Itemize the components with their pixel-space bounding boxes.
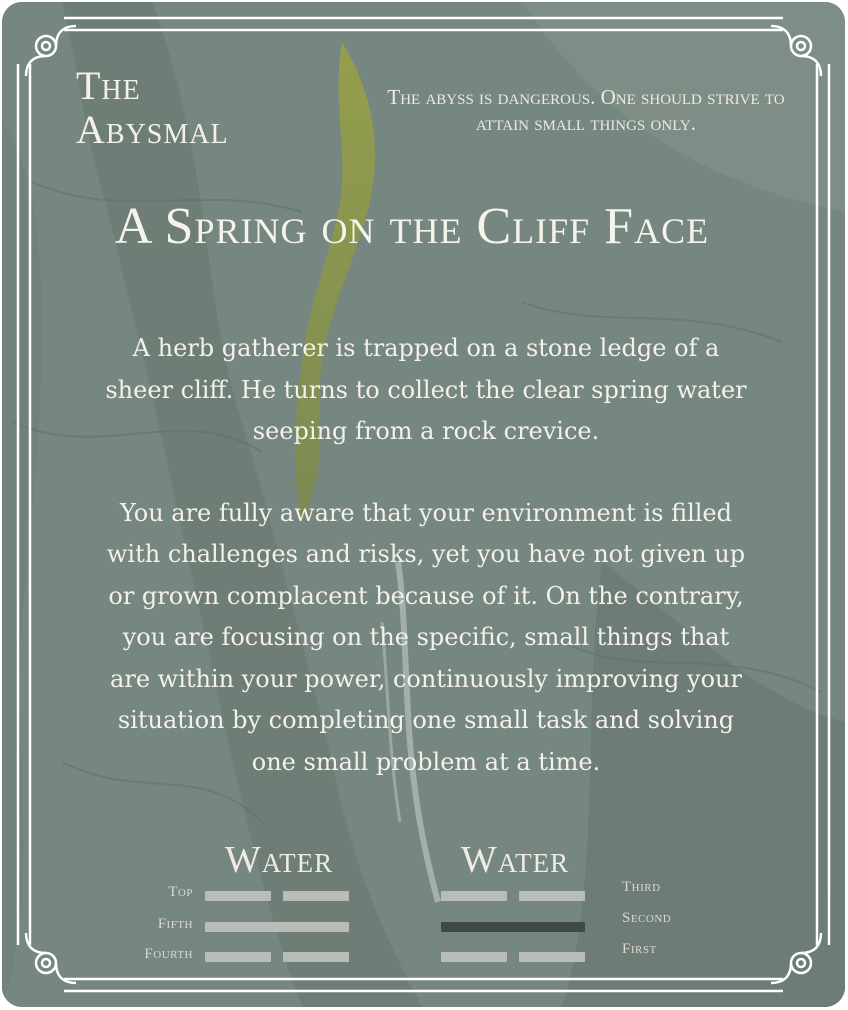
corner-ornament-br xyxy=(771,933,821,983)
line-third-left-segment xyxy=(441,891,507,901)
line-top-right-segment xyxy=(283,891,349,901)
line-second-solid xyxy=(441,922,585,932)
corner-ornament-bl xyxy=(26,933,76,983)
line-label-second: Second xyxy=(622,910,672,926)
line-third-right-segment xyxy=(519,891,585,901)
line-fourth-left-segment xyxy=(205,952,271,962)
line-first-left-segment xyxy=(441,952,507,962)
lower-trigram-name: Water xyxy=(460,839,570,881)
line-label-first: First xyxy=(622,941,657,957)
game-title: The Abysmal xyxy=(76,63,229,152)
oracle-card xyxy=(2,2,845,1007)
description-paragraph-2: You are fully aware that your environment is filled with challenges and risks, yet you have not given up or grown complacent because of it. On the contrary, you are focusing on the specific, small things that are within your power, continuously improving your situation by completing one small task and solving one small problem at a time. xyxy=(106,498,746,776)
card-title: A Spring on the Cliff Face xyxy=(114,198,710,255)
line-label-fifth: Fifth xyxy=(157,916,193,932)
line-first-right-segment xyxy=(519,952,585,962)
line-top-left-segment xyxy=(205,891,271,901)
line-label-fourth: Fourth xyxy=(144,946,193,962)
corner-ornament-tl xyxy=(26,26,76,76)
line-label-third: Third xyxy=(622,879,661,895)
line-label-top: Top xyxy=(168,884,193,900)
card-description xyxy=(100,328,752,783)
line-fifth-solid xyxy=(205,922,349,932)
description-paragraph-1: A herb gatherer is trapped on a stone ledge of a sheer cliff. He turns to collect the clear spring water seeping from a rock crevice. xyxy=(105,334,747,445)
upper-trigram-name: Water xyxy=(224,839,334,881)
line-fourth-right-segment xyxy=(283,952,349,962)
corner-ornament-tr xyxy=(771,26,821,76)
tagline: The abyss is dangerous. One should strive to attain small things only. xyxy=(387,85,785,135)
